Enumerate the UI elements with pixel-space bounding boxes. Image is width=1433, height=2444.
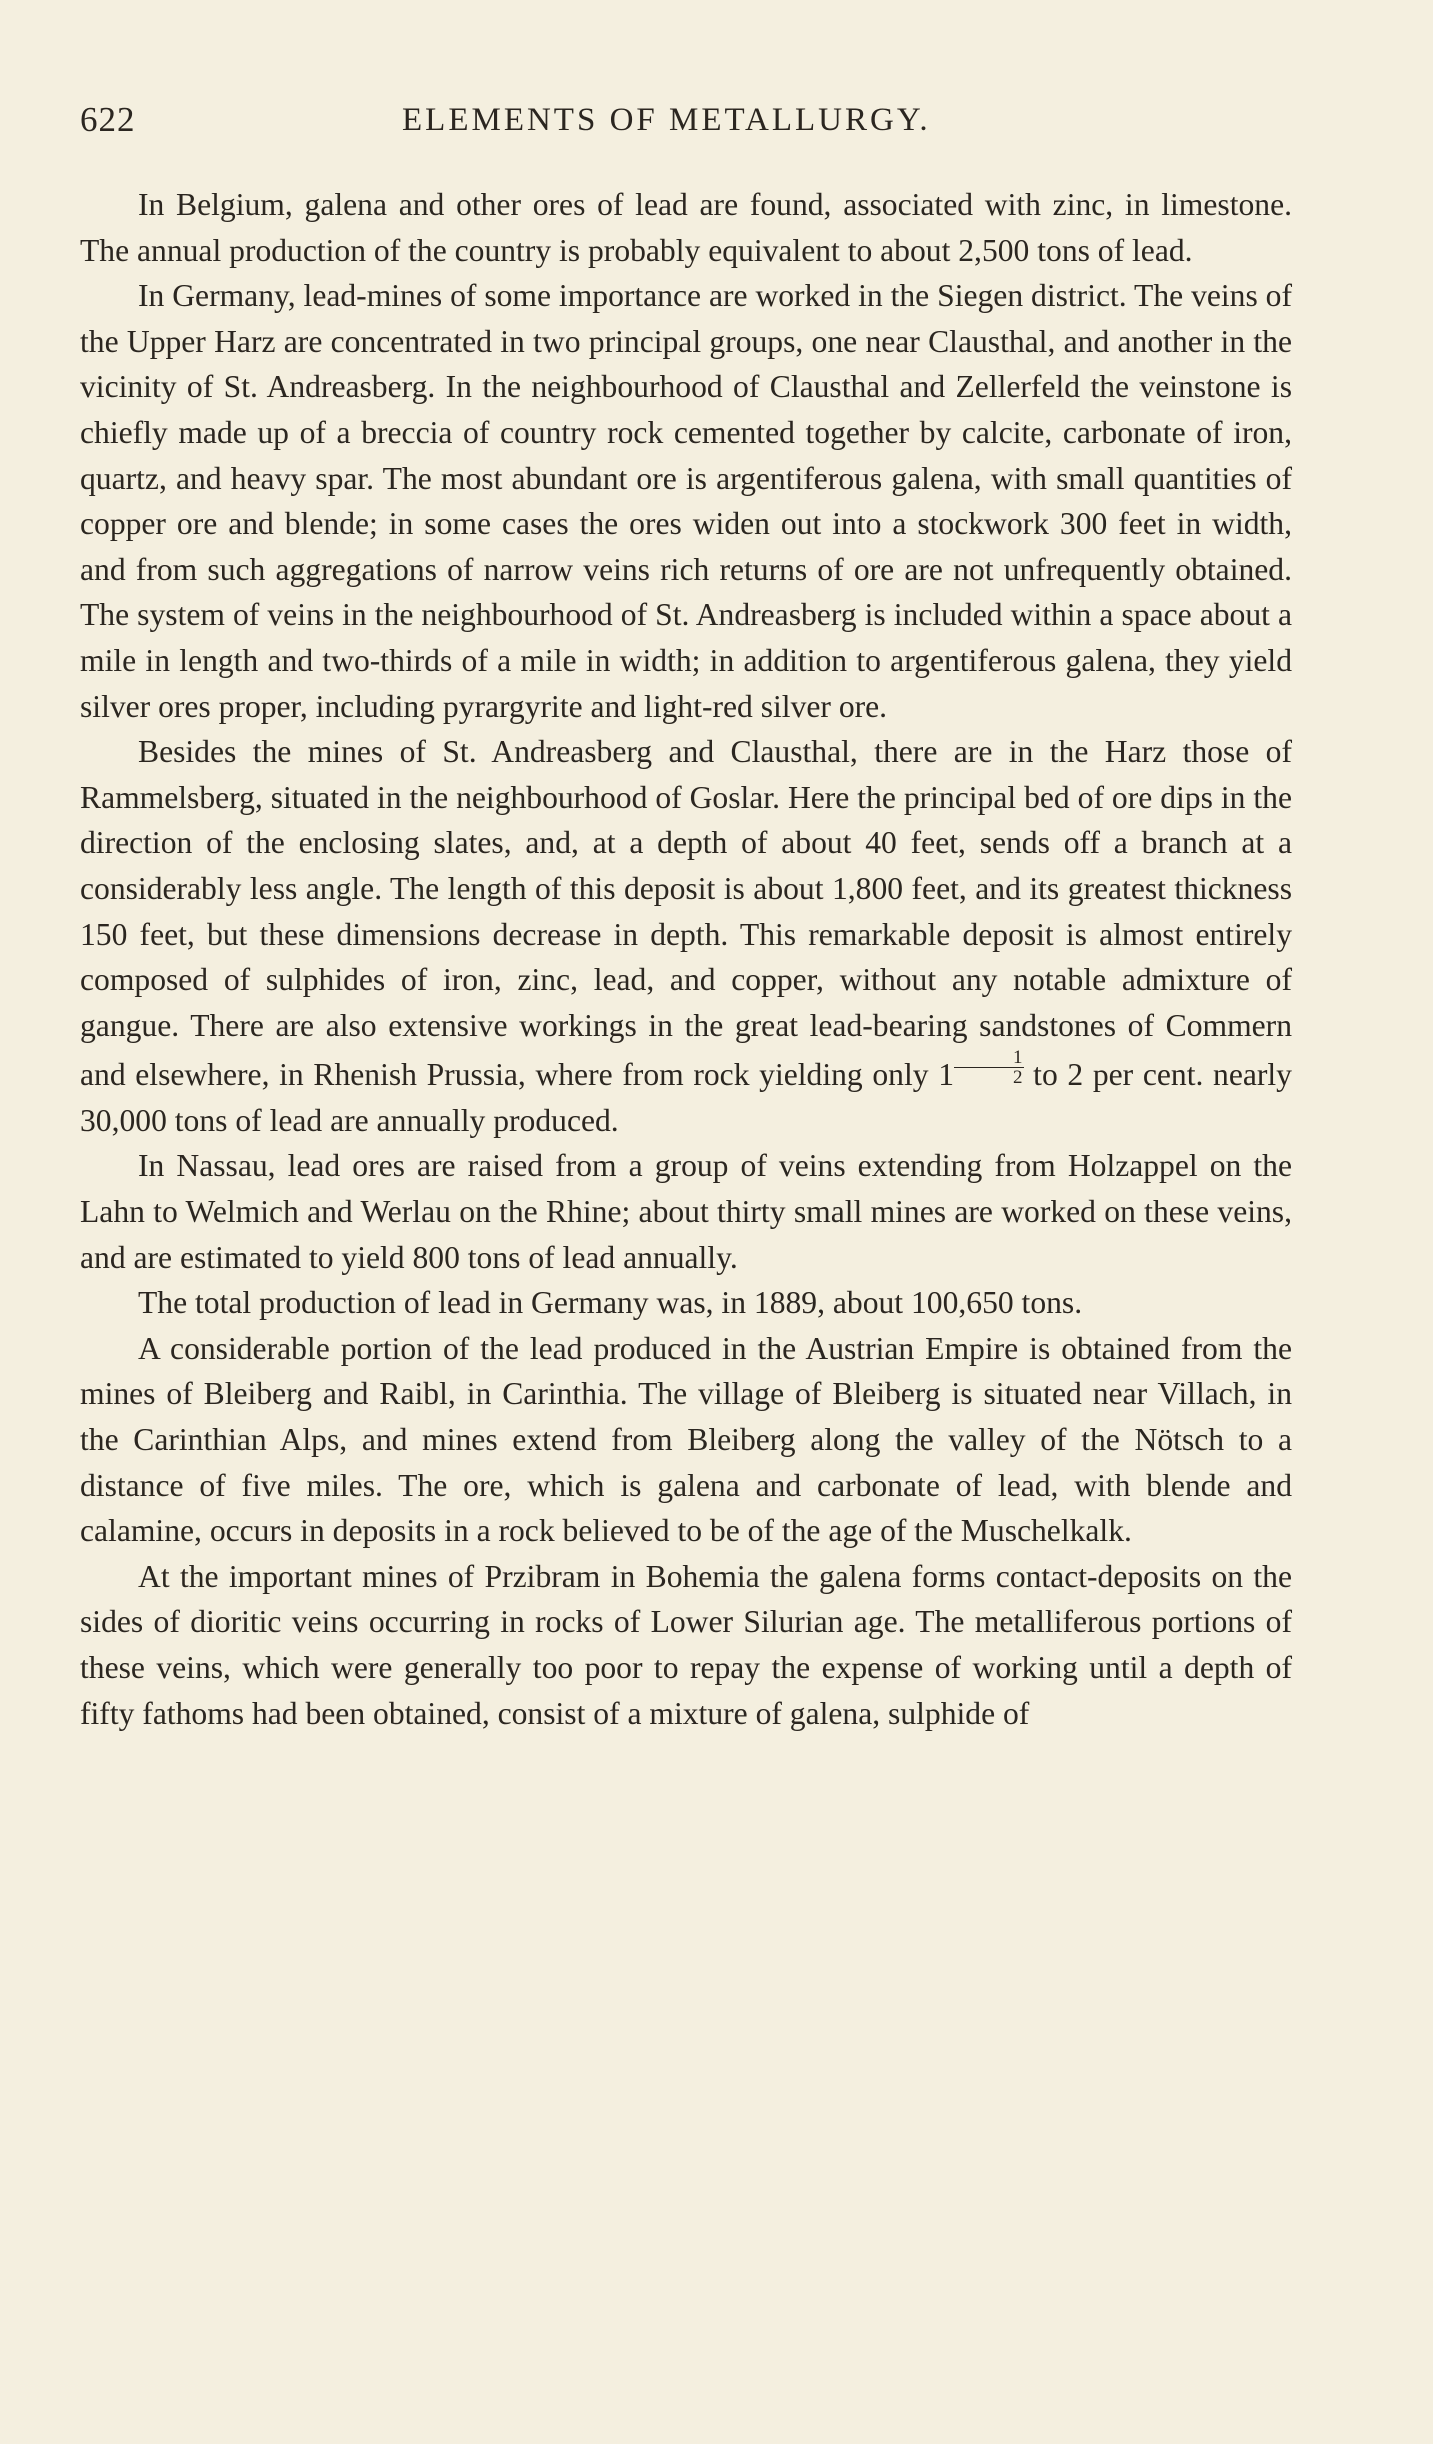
page-header — [80, 100, 1300, 150]
page-number: 622 — [80, 100, 136, 139]
body-text — [80, 182, 1292, 1736]
paragraph-rammelsberg-text: Besides the mines of St. Andreasberg and Clausthal, there are in the Harz those of Rammelsberg, situated in the neighbourhood of Goslar. Here the principal bed of ore dips in the direction of the enclosing slates, and, at a depth of about 40 feet, sends off a branch at a considerably less angle. The length of this deposit is about 1,800 feet, and its greatest thickness 150 feet, but these dimensions decrease in depth. This remarkable deposit is almost entirely composed of sulphides of iron, zinc, lead, and copper, without any notable admixture of gangue. There are also extensive workings in the great lead-bearing sandstones of Commern and elsewhere, in Rhenish Prussia, where from rock yielding only 1 — [80, 734, 1292, 1093]
paragraph-rammelsberg — [80, 729, 1292, 1143]
fraction-denominator: 2 — [1013, 1067, 1023, 1089]
paragraph-germany-total: The total production of lead in Germany was, in 1889, about 100,650 tons. — [138, 1285, 1083, 1321]
paragraph-germany-harz: In Germany, lead-mines of some importance are worked in the Siegen district. The veins of the Upper Harz are concentrated in two principal groups, one near Clausthal, and another in the vicinity of St. Andreasberg. In the neighbourhood of Clausthal and Zellerfeld the veinstone is chiefly made up of a breccia of country rock cemented together by calcite, carbonate of iron, quartz, and heavy spar. The most abundant ore is argentiferous galena, with small quantities of copper ore and blende; in some cases the ores widen out into a stockwork 300 feet in width, and from such aggregations of narrow veins rich returns of ore are not unfrequently obtained. The system of veins in the neighbourhood of St. Andreasberg is included within a space about a mile in length and two-thirds of a mile in width; in addition to argentiferous galena, they yield silver ores proper, including pyrargyrite and light-red silver ore. — [80, 278, 1292, 724]
paragraph-belgium: In Belgium, galena and other ores of lead are found, associated with zinc, in limestone. The annual production of the country is probably equivalent to about 2,500 tons of lead. — [80, 187, 1292, 268]
paragraph-rammelsberg-text-end: to 2 per cent. nearly 30,000 tons of lead are annually produced. — [80, 1057, 1292, 1138]
paragraph-przibram: At the important mines of Przibram in Bohemia the galena forms contact-deposits on the sides of dioritic veins occurring in rocks of Lower Silurian age. The metalliferous portions of these veins, which were generally too poor to repay the expense of working until a depth of fifty fathoms had been obtained, consist of a mixture of galena, sulphide of — [80, 1558, 1292, 1731]
fraction-one-half — [954, 1048, 1024, 1087]
running-title: ELEMENTS OF METALLURGY. — [402, 102, 931, 138]
paragraph-nassau: In Nassau, lead ores are raised from a group of veins extending from Holzappel on the Lahn to Welmich and Werlau on the Rhine; about thirty small mines are worked on these veins, and are estimated to yield 800 tons of lead annually. — [80, 1148, 1292, 1275]
fraction-numerator: 1 — [954, 1048, 1024, 1068]
paragraph-austria: A considerable portion of the lead produced in the Austrian Empire is obtained from the mines of Bleiberg and Raibl, in Carinthia. The village of Bleiberg is situated near Villach, in the Carinthian Alps, and mines extend from Bleiberg along the valley of the Nötsch to a distance of five miles. The ore, which is galena and carbonate of lead, with blende and calamine, occurs in deposits in a rock believed to be of the age of the Muschelkalk. — [80, 1330, 1292, 1549]
